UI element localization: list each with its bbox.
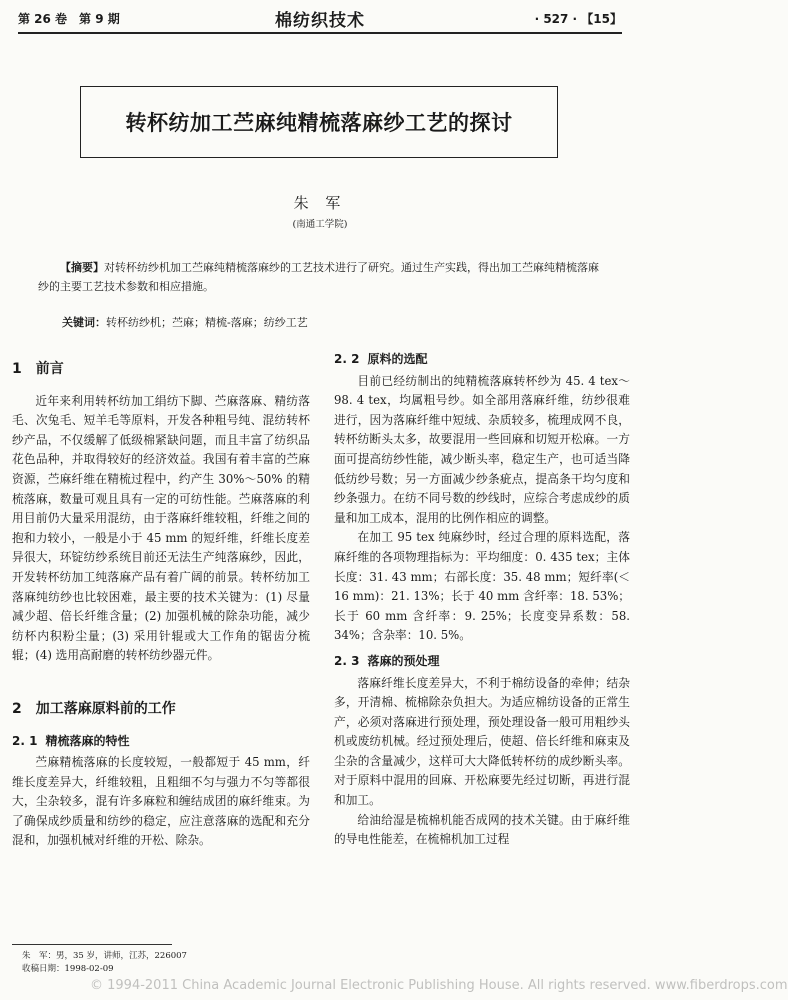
author: 朱 军 <box>293 194 347 212</box>
abstract-label: 【摘要】 <box>60 261 104 274</box>
paragraph: 目前已经纺制出的纯精梳落麻转杯纱为 45. 4 tex～98. 4 tex，均属粗号纱。如全部用落麻纤维，纺纱很难进行，因为落麻纤维中短绒、杂质较多，梳理成网不良，转杯纺断头太多，故要混用一些回麻和切短开松麻。一方面可提高纺纱性能，减少断头率，稳定生产，也可适当降低纺纱号数；另一方面减少纱条疵点，提高条干均匀度和纱条强力。在纺不同号数的纱线时，应综合考虑成纱的质量和加工成本，混用的比例作相应的调整。 <box>334 373 630 525</box>
paragraph: 苎麻精梳落麻的长度较短，一般都短于 45 mm，纤维长度差异大，纤维较粗，且粗细不匀与强力不匀等都很大，尘杂较多，混有许多麻粒和缠结成团的麻纤维束。为了确保成纱质量和纺纱的稳定，应注意落麻的选配和充分混和，加强机械对纤维的开松、除杂。 <box>12 755 310 848</box>
section-heading: 2 加工落麻原料前的工作 <box>12 700 176 717</box>
affiliation: (南通工学院) <box>292 219 348 230</box>
journal-name: 棉纺织技术 <box>275 11 365 31</box>
right-column <box>334 344 630 850</box>
page-number: · 527 · 【15】 <box>534 12 622 26</box>
abstract-text: 对转杯纺纱机加工苎麻纯精梳落麻纱的工艺技术进行了研究。通过生产实践，得出加工苎麻纯精梳落麻纱的主要工艺技术参数和相应措施。 <box>38 261 599 293</box>
paragraph: 在加工 95 tex 纯麻纱时，经过合理的原料选配，落麻纤维的各项物理指标为：平均细度：0. 435 tex；主体长度：31. 43 mm；右部长度：35. 48 mm；短纤率(＜16 mm)：21. 13%；长于 40 mm 含纤率：18. 53%；长于 60 mm 含纤率：9. 25%；长度变异系数：58. 34%；含杂率：10. 5%。 <box>334 530 630 643</box>
volume-issue: 第 26 卷 第 9 期 <box>18 12 120 26</box>
subsection-heading: 2. 2 原料的选配 <box>334 352 428 366</box>
running-header <box>18 6 622 34</box>
paragraph: 近年来利用转杯纺加工绢纺下脚、苎麻落麻、精纺落毛、次兔毛、短羊毛等原料，开发各种粗号纯、混纺转杯纱产品，不仅缓解了低级棉紧缺问题，而且丰富了纺织品花色品种，并取得较好的经济效益。我国有着丰富的苎麻资源，苎麻纤维在精梳过程中，约产生 30%～50% 的精梳落麻，数量可观且具有一定的可纺性能。苎麻落麻的利用目前仍大量采用混纺，由于落麻纤维较粗，纤维之间的抱和力较小，一般是小于 45 mm 的短纤维，纤维长度差异很大，环锭纺纱系统目前还无法生产纯落麻纱，因此，开发转杯纺加工纯落麻产品有着广阔的前景。转杯纺加工落麻纯纺纱也比较困难，最主要的技术关键为：(1) 尽量减少超、倍长纤维含量；(2) 加强机械的除杂功能，减少纺杯内积粉尘量；(3) 采用针辊或大工作角的锯齿分梳辊；(4) 选用高耐磨的转杯纺纱器元件。 <box>12 393 310 663</box>
abstract <box>38 258 604 296</box>
watermark: © 1994-2011 China Academic Journal Electronic Publishing House. All rights reserved. www.fiberdrops.com <box>90 978 788 993</box>
subsection-heading: 2. 1 精梳落麻的特性 <box>12 733 130 748</box>
paragraph: 给油给湿是梳棉机能否成网的技术关键。由于麻纤维的导电性能差，在梳棉机加工过程 <box>334 812 630 847</box>
left-column <box>12 348 310 851</box>
footnote-rule <box>12 944 172 945</box>
author-note: 朱 军：男，35 岁，讲师，江苏，226007 <box>22 951 187 961</box>
subsection-heading: 2. 3 落麻的预处理 <box>334 653 440 668</box>
keywords-text: 转杯纺纱机；苎麻；精梳-落麻；纺纱工艺 <box>106 316 308 329</box>
keywords <box>62 314 308 330</box>
received-date: 收稿日期：1998-02-09 <box>22 964 114 974</box>
section-heading: 1 前言 <box>12 361 64 377</box>
keywords-label: 关键词： <box>62 316 106 329</box>
paragraph: 落麻纤维长度差异大，不利于棉纺设备的牵伸；结杂多，开清棉、梳棉除杂负担大。为适应棉纺设备的正常生产，必须对落麻进行预处理，预处理设备一般可用粗纱头机或废纺机械。经过预处理后，使超、倍长纤维和麻束及尘杂的含量减少，这样可大大降低转杯纺的成纱断头率。对于原料中混用的回麻、开松麻要先经过切断，再进行混和加工。 <box>334 675 630 808</box>
paper-title: 转杯纺加工苎麻纯精梳落麻纱工艺的探讨 <box>125 110 513 135</box>
title-box <box>80 86 558 158</box>
footnote <box>22 950 312 976</box>
